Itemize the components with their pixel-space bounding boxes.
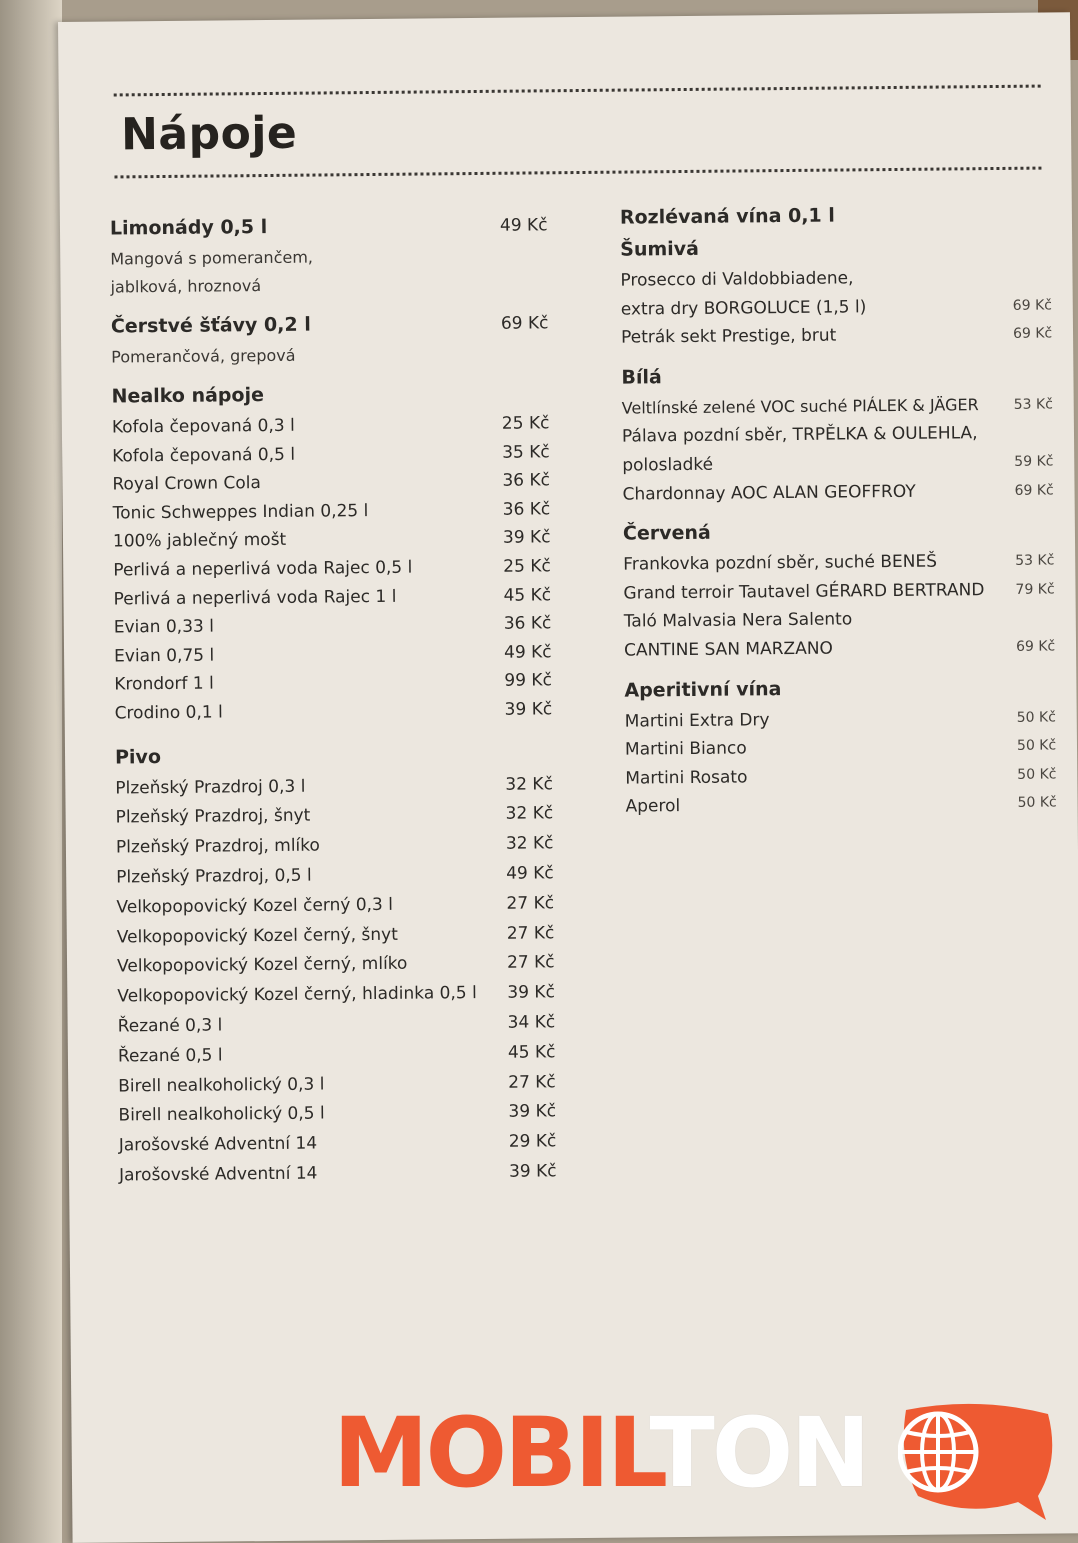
list-item [112,409,552,442]
price: 25 Kč [501,413,550,434]
item-name: Jarošovské Adventní 14 [118,1133,318,1156]
list-item [620,291,1052,324]
section-title: Nealko nápoje [111,384,265,408]
item-name: Velkopopovický Kozel černý, mlíko [116,954,408,977]
item-name: Aperol [625,796,681,817]
list-item [114,609,554,642]
list-item [622,476,1054,509]
list-item [117,949,557,983]
list-item [622,448,1054,481]
price: 69 Kč [1015,638,1056,655]
subsection-aperitivni [624,671,1044,707]
subsection-title: Šumivá [620,237,700,261]
section-title: Limonády 0,5 l [109,216,268,240]
globe-speech-icon [898,1400,1058,1522]
item-name: Plzeňský Prazdroj, mlíko [115,835,320,858]
list-item [113,581,553,614]
item-name: polosladké [622,454,714,476]
item-name: extra dry BORGOLUCE (1,5 l) [620,296,867,320]
item-name: Kofola čepovaná 0,3 l [111,415,295,438]
price: 36 Kč [502,470,551,491]
item-name: Martini Rosato [625,767,748,789]
subsection-bila [621,358,1041,394]
section-wine-title [620,199,1040,235]
item-name: Perlivá a neperlivá voda Rajec 1 l [113,586,397,610]
list-item [625,760,1057,793]
price: 69 Kč [1014,482,1054,499]
item-name: Taló Malvasia Nera Salento [623,609,853,632]
item-name: Birell nealkoholický 0,5 l [118,1103,325,1126]
price: 45 Kč [503,584,552,606]
menu-page [58,12,1078,1543]
list-item [118,1008,558,1042]
subsection-sumiva [620,231,1040,267]
price: 49 Kč [503,642,552,663]
list-item [113,524,553,557]
list-item [112,466,552,499]
item-name: Kofola čepovaná 0,5 l [112,444,296,467]
item-name: CANTINE SAN MARZANO [623,638,833,661]
list-item [117,919,557,953]
right-column [619,199,1057,822]
item-name: Royal Crown Cola [112,473,261,495]
list-item [621,390,1053,423]
price: 25 Kč [503,556,551,577]
item-name: Chardonnay AOC ALAN GEOFFROY [622,481,916,505]
list-item [115,695,555,728]
list-item [112,438,552,471]
list-item [113,495,553,528]
list-item [113,552,553,585]
page-title: Nápoje [120,107,298,161]
price: 69 Kč [1012,325,1053,343]
price: 32 Kč [505,773,553,795]
section-pivo [115,738,555,774]
list-item [623,547,1055,580]
item-name: Krondorf 1 l [114,673,214,695]
price: 59 Kč [1014,453,1054,470]
price: 53 Kč [1013,396,1053,413]
list-item [116,829,556,863]
item-name: Pálava pozdní sběr, TRPĚLKA & OULEHLA, [621,423,978,447]
list-item [116,859,556,893]
price: 49 Kč [499,215,548,236]
item-name: Velkopopovický Kozel černý 0,3 l [116,894,394,918]
price: 50 Kč [1016,737,1057,754]
item-name: 100% jablečný mošt [112,530,287,552]
list-item [625,789,1057,822]
item-name: Crodino 0,1 l [114,702,223,724]
price: 45 Kč [507,1041,556,1063]
list-item [119,1127,559,1161]
price: 50 Kč [1017,794,1057,812]
item-name: Frankovka pozdní sběr, suché BENEŠ [623,551,938,575]
list-item [624,604,1044,637]
price: 32 Kč [505,833,554,854]
section-title: Rozlévaná vína 0,1 l [619,204,835,229]
price: 69 Kč [1012,297,1052,314]
list-item [620,263,1040,296]
item-name: Veltlínské zelené VOC suché PIÁLEK & JÄGER [621,394,979,418]
price: 27 Kč [506,952,555,974]
subsection-title: Červená [622,521,711,545]
left-column [110,209,559,1191]
watermark-text-white: TON [649,1397,868,1509]
watermark-logo [333,1398,1063,1508]
dotted-divider-bottom [114,167,1041,179]
price: 50 Kč [1017,766,1057,783]
list-item [116,800,556,834]
price: 49 Kč [506,863,554,884]
list-item [623,633,1056,666]
list-item [116,889,556,923]
list-item [622,419,1042,452]
subsection-title: Aperitivní vína [624,677,782,702]
price: 39 Kč [508,1101,557,1123]
item-name: Plzeňský Prazdroj 0,3 l [115,776,306,799]
list-item [117,978,557,1012]
item-name: Jarošovské Adventní 14 [118,1163,318,1186]
price: 39 Kč [507,982,555,1003]
watermark-text-orange: MOBIL [333,1397,650,1509]
price: 32 Kč [505,803,554,825]
price: 39 Kč [508,1161,557,1182]
item-name: Grand terroir Tautavel GÉRARD BERTRAND [623,579,985,604]
list-item [620,320,1053,353]
list-item [118,1098,558,1132]
list-item [624,703,1056,736]
item-description: Mangová s pomerančem, [110,247,314,269]
item-name: Petrák sekt Prestige, brut [620,325,837,348]
item-name: Velkopopovický Kozel černý, šnyt [116,924,398,947]
list-item [118,1068,558,1102]
section-limonady [110,209,550,245]
item-name: Řezané 0,5 l [117,1045,223,1067]
item-name: Martini Extra Dry [624,709,770,732]
price: 99 Kč [504,670,552,692]
price: 34 Kč [507,1012,556,1033]
price: 27 Kč [506,922,555,944]
list-item [118,1038,558,1072]
item-name: Martini Bianco [624,738,747,760]
section-nealko [111,377,551,413]
nealko-list [112,409,555,728]
price: 27 Kč [508,1071,556,1093]
section-stavy [111,307,551,343]
item-name: Evian 0,75 l [113,645,215,667]
section-title: Čerstvé šťávy 0,2 l [110,313,311,338]
price: 79 Kč [1015,581,1055,598]
section-title: Pivo [114,745,162,769]
item-description: Pomerančová, grepová [111,345,296,367]
dotted-divider-top [114,85,1041,97]
price: 50 Kč [1016,708,1056,726]
item-name: Tonic Schweppes Indian 0,25 l [112,500,369,524]
price: 36 Kč [502,499,551,520]
price: 36 Kč [503,613,552,634]
price: 29 Kč [508,1131,557,1152]
item-name: Evian 0,33 l [113,616,215,638]
list-item [114,667,554,700]
price: 53 Kč [1015,552,1055,569]
list-item [624,732,1057,765]
list-item [119,1157,559,1191]
price: 27 Kč [506,892,555,914]
price: 39 Kč [502,527,551,549]
list-item [114,638,554,671]
subsection-title: Bílá [621,366,662,389]
background-edge [0,0,62,1543]
item-name: Plzeňský Prazdroj, 0,5 l [116,865,312,888]
price: 69 Kč [500,313,549,334]
item-name: Plzeňský Prazdroj, šnyt [115,805,311,828]
item-name: Velkopopovický Kozel černý, hladinka 0,5 l [117,983,477,1007]
item-name: Prosecco di Valdobbiadene, [620,268,854,291]
subsection-cervena [623,515,1043,551]
item-name: Birell nealkoholický 0,3 l [118,1073,325,1096]
item-name: Perlivá a neperlivá voda Rajec 0,5 l [113,557,413,581]
price: 39 Kč [504,699,553,720]
list-item [115,770,555,804]
item-name: Řezané 0,3 l [117,1015,223,1037]
item-description: jablková, hroznová [110,276,262,297]
watermark-text [333,1398,868,1508]
list-item [623,575,1055,608]
pivo-list [115,770,559,1191]
price: 35 Kč [502,441,550,463]
